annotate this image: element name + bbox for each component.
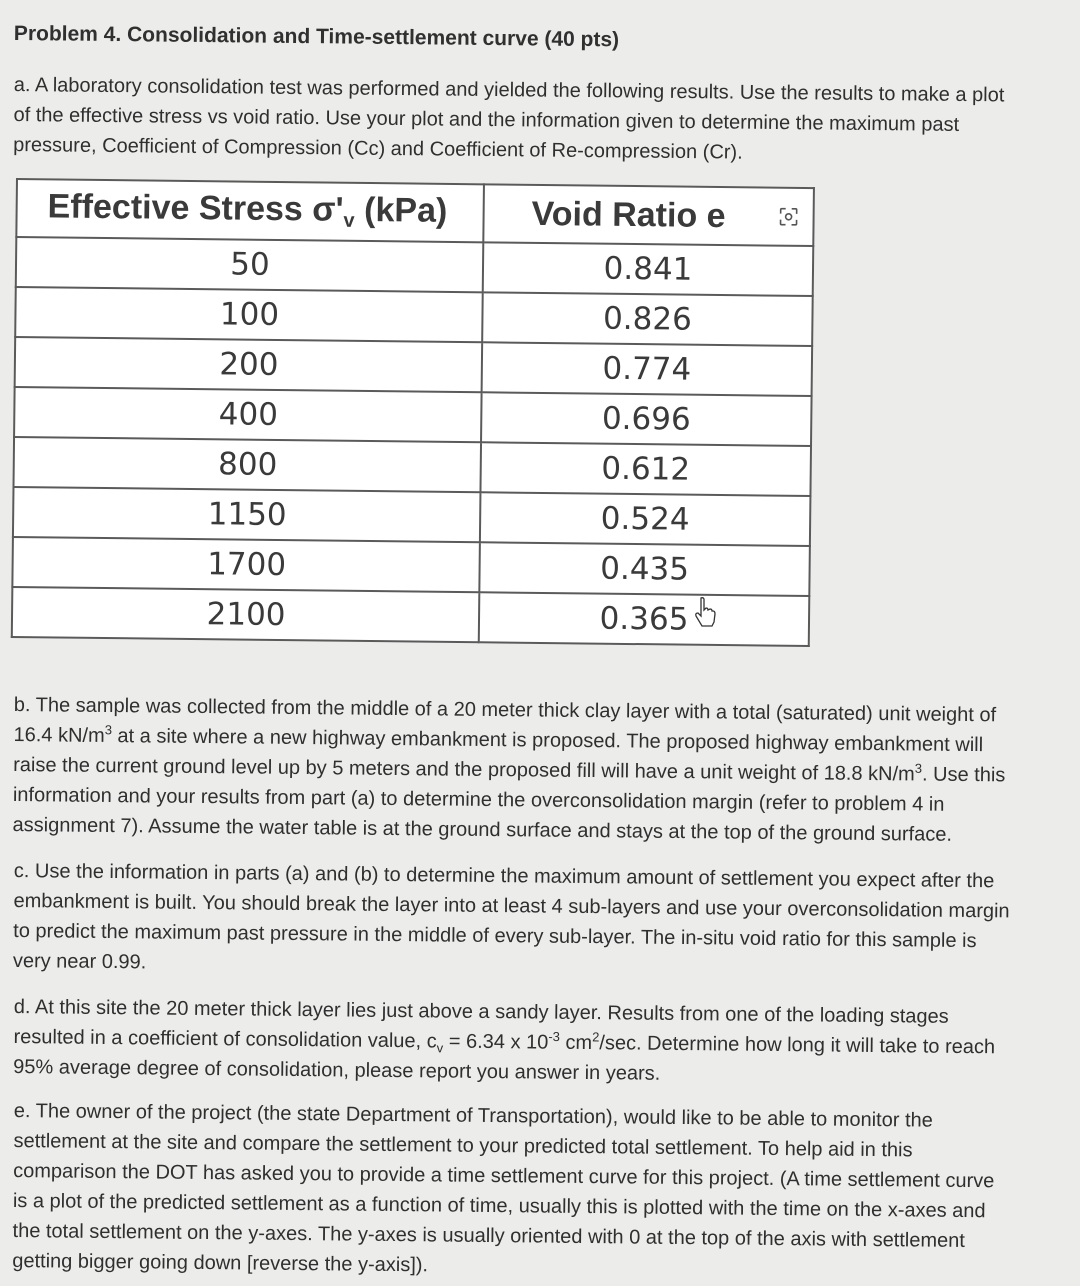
- part-b-superscript-1: 3: [104, 722, 113, 738]
- part-d-segment-4: /sec. Determine how long it will take to reach 95% average degree of consolidation, please report you answer in years.: [13, 1032, 996, 1085]
- void-ratio-cell: 0.826: [482, 292, 813, 346]
- void-ratio-cell: 0.524: [480, 492, 811, 546]
- consolidation-results-table: [11, 178, 815, 647]
- part-d-superscript-2: 2: [592, 1029, 600, 1045]
- table-row: [13, 437, 811, 496]
- part-b-superscript-2: 3: [914, 760, 923, 776]
- stress-cell: 200: [15, 337, 483, 392]
- table-row: [16, 237, 814, 296]
- void-ratio-cell: 0.841: [483, 242, 814, 296]
- stress-cell: 400: [14, 387, 482, 442]
- table-row: [15, 287, 813, 346]
- void-ratio-cell: 0.774: [482, 342, 813, 396]
- part-e-text: e. The owner of the project (the state Department of Transportation), would like to be able to monitor the settlement at the site and compare the settlement to your predicted total settlement. To help aid in this comparison the DOT has asked you to provide a time settlement curve for this project. (A time settlement curve is a plot of the predicted settlement as a function of time, usually this is plotted with the time on the x-axes and the total settlement on the y-axes. The y-axes is usually oriented with 0 at the top of the axis with settlement getting bigger going down [reverse the y-axis]).: [12, 1099, 995, 1277]
- part-d-segment-3: cm: [559, 1031, 593, 1055]
- stress-cell: 100: [15, 287, 483, 342]
- void-ratio-cell: 0.435: [479, 542, 810, 596]
- part-a-text: a. A laboratory consolidation test was performed and yielded the following results. Use the results to make a plot of the effective stress vs void ratio. Use your plot and the information given to determine the maximum past pressure, Coefficient of Compression (Cc) and Coefficient of Re-compression (Cr).: [13, 73, 1005, 164]
- stress-column-header: [16, 179, 484, 242]
- part-d-segment-2: = 6.34 x 10: [443, 1030, 549, 1054]
- part-d-subscript-v: v: [436, 1040, 444, 1056]
- stress-header-unit: (kPa): [354, 190, 448, 230]
- stress-header-subscript: v: [343, 209, 355, 232]
- part-b-segment-1: b. The sample was collected from the middle of a 20 meter thick clay layer with a total (saturated) unit weight of 16.4 kN/m: [13, 693, 997, 747]
- table-row: [12, 587, 810, 646]
- part-b-segment-2: at a site where a new highway embankment is proposed. The proposed highway embankment will raise the current ground level up by 5 meters and the proposed fill will have a unit weight of 18.8 kN/m: [13, 725, 984, 786]
- part-d-text: [13, 992, 1014, 1092]
- void-header-label: Void Ratio e: [531, 194, 726, 235]
- stress-cell: 2100: [12, 587, 480, 642]
- mouse-cursor-icon: [692, 596, 718, 628]
- void-column-header: [483, 184, 814, 246]
- table-row: [13, 487, 811, 546]
- part-b-segment-3: . Use this information and your results from part (a) to determine the overconsolidation margin (refer to problem 4 in assignment 7). Assume the water table is at the ground surface and stays at the top of the ground surface.: [12, 763, 1006, 846]
- image-expand-icon[interactable]: [778, 207, 798, 227]
- table-row: [15, 337, 813, 396]
- part-d-segment-1: d. At this site the 20 meter thick layer lies just above a sandy layer. Results from one of the loading stages resulted in a coefficient of consolidation value, c: [13, 995, 949, 1053]
- results-table-wrapper: [11, 178, 815, 647]
- part-d-exponent: -3: [548, 1028, 561, 1045]
- table-header-row: [16, 179, 814, 246]
- stress-cell: 1700: [12, 537, 480, 592]
- stress-cell: 800: [13, 437, 481, 492]
- part-c-text: c. Use the information in parts (a) and (b) to determine the maximum amount of settlement you expect after the embankment is built. You should break the layer into at least 4 sub-layers and use your overconsolidation margin to predict the maximum past pressure in the middle of every sub-layer. The in-situ void ratio for this sample is very near 0.99.: [12, 859, 1010, 974]
- table-row: [14, 387, 812, 446]
- table-row: [12, 537, 810, 596]
- stress-cell: 1150: [13, 487, 481, 542]
- problem-title: Problem 4. Consolidation and Time-settlement curve (40 pts): [13, 22, 620, 52]
- void-ratio-cell: 0.612: [480, 442, 811, 496]
- stress-cell: 50: [16, 237, 484, 292]
- void-ratio-cell: 0.696: [481, 392, 812, 446]
- void-ratio-cell: 0.365: [479, 592, 810, 646]
- stress-header-label: Effective Stress σ': [47, 187, 344, 229]
- part-b-text: [12, 690, 1014, 850]
